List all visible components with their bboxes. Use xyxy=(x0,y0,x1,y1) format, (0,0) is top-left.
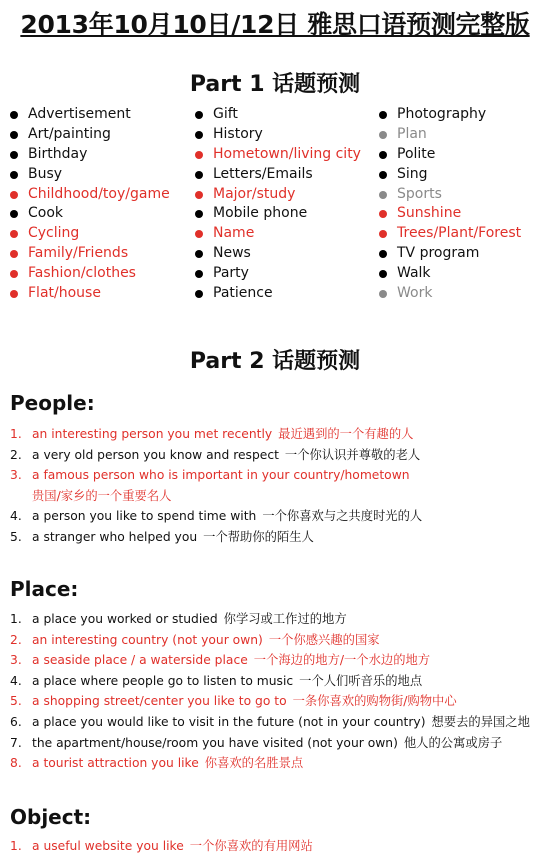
topic-label: Sunshine xyxy=(397,205,462,222)
part1-topic-columns xyxy=(8,105,548,305)
bullet-icon xyxy=(195,131,203,139)
topic-label: News xyxy=(213,245,251,262)
item-english: a tourist attraction you like xyxy=(32,756,199,771)
item-number: 1. xyxy=(10,612,22,626)
topic-item xyxy=(193,284,361,304)
list-item xyxy=(10,712,548,733)
bullet-icon xyxy=(195,250,203,258)
topic-label: Childhood/toy/game xyxy=(28,185,170,202)
item-number: 1. xyxy=(10,427,22,441)
topic-item xyxy=(377,204,521,224)
people-list xyxy=(10,424,548,548)
part1-heading: Part 1 话题预测 xyxy=(189,72,361,97)
bullet-icon xyxy=(195,270,203,278)
topic-label: History xyxy=(213,125,263,142)
topic-label: Advertisement xyxy=(28,106,131,122)
bullet-icon xyxy=(379,210,387,218)
bullet-icon xyxy=(195,191,203,199)
topic-label: Gift xyxy=(213,106,238,122)
item-english: a person you like to spend time with xyxy=(32,509,257,524)
item-number: 4. xyxy=(10,673,22,688)
topic-item xyxy=(193,264,361,284)
topic-label: Art/painting xyxy=(28,125,111,142)
item-chinese: 想要去的异国之地 xyxy=(431,714,530,729)
item-number: 8. xyxy=(10,756,22,771)
topic-label: Sports xyxy=(397,185,442,202)
topic-item xyxy=(193,185,361,205)
bullet-icon xyxy=(379,230,387,238)
list-item xyxy=(10,527,548,548)
list-item xyxy=(10,424,548,445)
item-chinese: 一个人们听音乐的地点 xyxy=(299,673,423,688)
place-list xyxy=(10,609,548,774)
bullet-icon xyxy=(10,111,18,119)
bullet-icon xyxy=(195,230,203,238)
topic-item xyxy=(8,284,170,304)
topic-item xyxy=(8,204,170,224)
topic-item xyxy=(377,284,521,304)
item-english: a useful website you like xyxy=(32,839,184,853)
list-item xyxy=(10,733,548,754)
topic-item xyxy=(193,125,361,145)
bullet-icon xyxy=(379,151,387,159)
list-item xyxy=(10,445,548,466)
topic-item xyxy=(377,224,521,244)
topic-label: Mobile phone xyxy=(213,205,308,222)
item-english: a place you worked or studied xyxy=(32,612,218,626)
bullet-icon xyxy=(379,131,387,139)
topic-item xyxy=(193,224,361,244)
bullet-icon xyxy=(10,290,18,298)
list-item xyxy=(10,753,548,774)
bullet-icon xyxy=(379,171,387,179)
item-english: a place you would like to visit in the future (not in your country) xyxy=(32,714,426,729)
topic-item xyxy=(8,224,170,244)
topic-item xyxy=(8,264,170,284)
item-chinese: 最近遇到的一个有趣的人 xyxy=(278,427,414,441)
topic-item xyxy=(8,165,170,185)
item-chinese: 一个你认识并尊敬的老人 xyxy=(284,447,421,462)
topic-item xyxy=(377,145,521,165)
bullet-icon xyxy=(10,131,18,139)
topic-item xyxy=(193,244,361,264)
topic-item xyxy=(377,125,521,145)
topic-item xyxy=(8,125,170,145)
item-number: 2. xyxy=(10,632,22,647)
topic-label: Flat/house xyxy=(28,285,101,302)
item-number: 5. xyxy=(10,694,22,709)
topic-label: Party xyxy=(213,265,249,282)
bullet-icon xyxy=(195,290,203,298)
topic-label: Work xyxy=(397,285,433,302)
list-item xyxy=(10,836,548,857)
item-chinese: 你喜欢的名胜景点 xyxy=(204,756,304,771)
topic-label: Major/study xyxy=(213,185,296,202)
item-chinese: 他人的公寓或房子 xyxy=(403,735,503,750)
part2-heading: Part 2 话题预测 xyxy=(189,349,361,374)
topic-item xyxy=(8,244,170,264)
topic-item xyxy=(8,105,170,125)
page-title: 2013年10月10日/12日 雅思口语预测完整版 xyxy=(20,10,530,39)
item-number: 6. xyxy=(10,714,22,729)
topic-item xyxy=(193,165,361,185)
bullet-icon xyxy=(10,151,18,159)
topic-label: Family/Friends xyxy=(28,245,129,262)
bullet-icon xyxy=(379,111,387,119)
item-english: a shopping street/center you like to go to xyxy=(32,694,287,709)
topic-label: Patience xyxy=(213,285,273,302)
bullet-icon xyxy=(10,171,18,179)
bullet-icon xyxy=(195,151,203,159)
object-section-label: Object: xyxy=(10,805,92,829)
topic-label: Letters/Emails xyxy=(213,165,313,182)
topic-item xyxy=(377,264,521,284)
topic-label: Polite xyxy=(397,145,436,162)
bullet-icon xyxy=(10,230,18,238)
item-english: a famous person who is important in your country/hometown xyxy=(32,468,410,483)
item-number: 3. xyxy=(10,653,22,668)
list-item xyxy=(10,465,548,486)
topic-item xyxy=(193,105,361,125)
part1-column-1 xyxy=(8,105,170,304)
topic-label: Fashion/clothes xyxy=(28,265,136,282)
list-item xyxy=(10,630,548,651)
bullet-icon xyxy=(195,171,203,179)
item-chinese: 一条你喜欢的购物街/购物中心 xyxy=(292,694,457,709)
list-item xyxy=(10,506,548,527)
topic-label: Photography xyxy=(397,106,487,122)
topic-label: Name xyxy=(213,225,255,242)
object-list xyxy=(10,836,548,857)
topic-label: Birthday xyxy=(28,145,88,162)
list-item xyxy=(10,609,548,630)
item-number: 5. xyxy=(10,529,22,544)
bullet-icon xyxy=(10,250,18,258)
topic-label: Hometown/living city xyxy=(213,145,361,162)
topic-label: Cycling xyxy=(28,225,80,242)
item-english: a stranger who helped you xyxy=(32,529,198,544)
item-chinese: 一个你感兴趣的国家 xyxy=(268,632,380,647)
item-chinese: 你学习或工作过的地方 xyxy=(223,612,347,626)
topic-item xyxy=(8,145,170,165)
topic-item xyxy=(377,244,521,264)
bullet-icon xyxy=(379,270,387,278)
topic-item xyxy=(193,204,361,224)
topic-item xyxy=(377,105,521,125)
item-chinese: 一个你喜欢与之共度时光的人 xyxy=(262,509,423,524)
item-chinese-continuation: 贵国/家乡的一个重要名人 xyxy=(32,488,172,503)
part1-column-2 xyxy=(193,105,361,304)
item-english: an interesting country (not your own) xyxy=(32,632,263,647)
topic-item xyxy=(8,185,170,205)
item-english: a place where people go to listen to music xyxy=(32,673,294,688)
list-item xyxy=(10,671,548,692)
item-english: a seaside place / a waterside place xyxy=(32,653,248,668)
bullet-icon xyxy=(10,210,18,218)
item-english: a very old person you know and respect xyxy=(32,447,279,462)
item-number: 7. xyxy=(10,735,22,750)
part1-column-3 xyxy=(377,105,521,304)
bullet-icon xyxy=(10,191,18,199)
topic-label: Sing xyxy=(397,165,428,182)
people-section-label: People: xyxy=(10,391,95,415)
bullet-icon xyxy=(195,210,203,218)
list-item xyxy=(10,650,548,671)
topic-item xyxy=(193,145,361,165)
item-english: the apartment/house/room you have visited (not your own) xyxy=(32,735,398,750)
item-number: 2. xyxy=(10,447,22,462)
item-number: 3. xyxy=(10,468,22,483)
item-number: 4. xyxy=(10,509,22,524)
item-number: 1. xyxy=(10,839,22,853)
bullet-icon xyxy=(195,111,203,119)
item-english: an interesting person you met recently xyxy=(32,427,273,441)
topic-label: Cook xyxy=(28,205,64,222)
item-chinese: 一个你喜欢的有用网站 xyxy=(189,839,313,853)
topic-label: Trees/Plant/Forest xyxy=(397,225,522,242)
topic-item xyxy=(377,165,521,185)
list-item xyxy=(10,691,548,712)
bullet-icon xyxy=(379,290,387,298)
topic-item xyxy=(377,185,521,205)
place-section-label: Place: xyxy=(10,577,79,601)
item-chinese: 一个海边的地方/一个水边的地方 xyxy=(253,653,431,668)
bullet-icon xyxy=(379,191,387,199)
topic-label: Plan xyxy=(397,125,427,142)
topic-label: TV program xyxy=(397,245,480,262)
topic-label: Walk xyxy=(397,265,431,282)
item-chinese: 一个帮助你的陌生人 xyxy=(203,529,314,544)
bullet-icon xyxy=(10,270,18,278)
topic-label: Busy xyxy=(28,165,63,182)
bullet-icon xyxy=(379,250,387,258)
